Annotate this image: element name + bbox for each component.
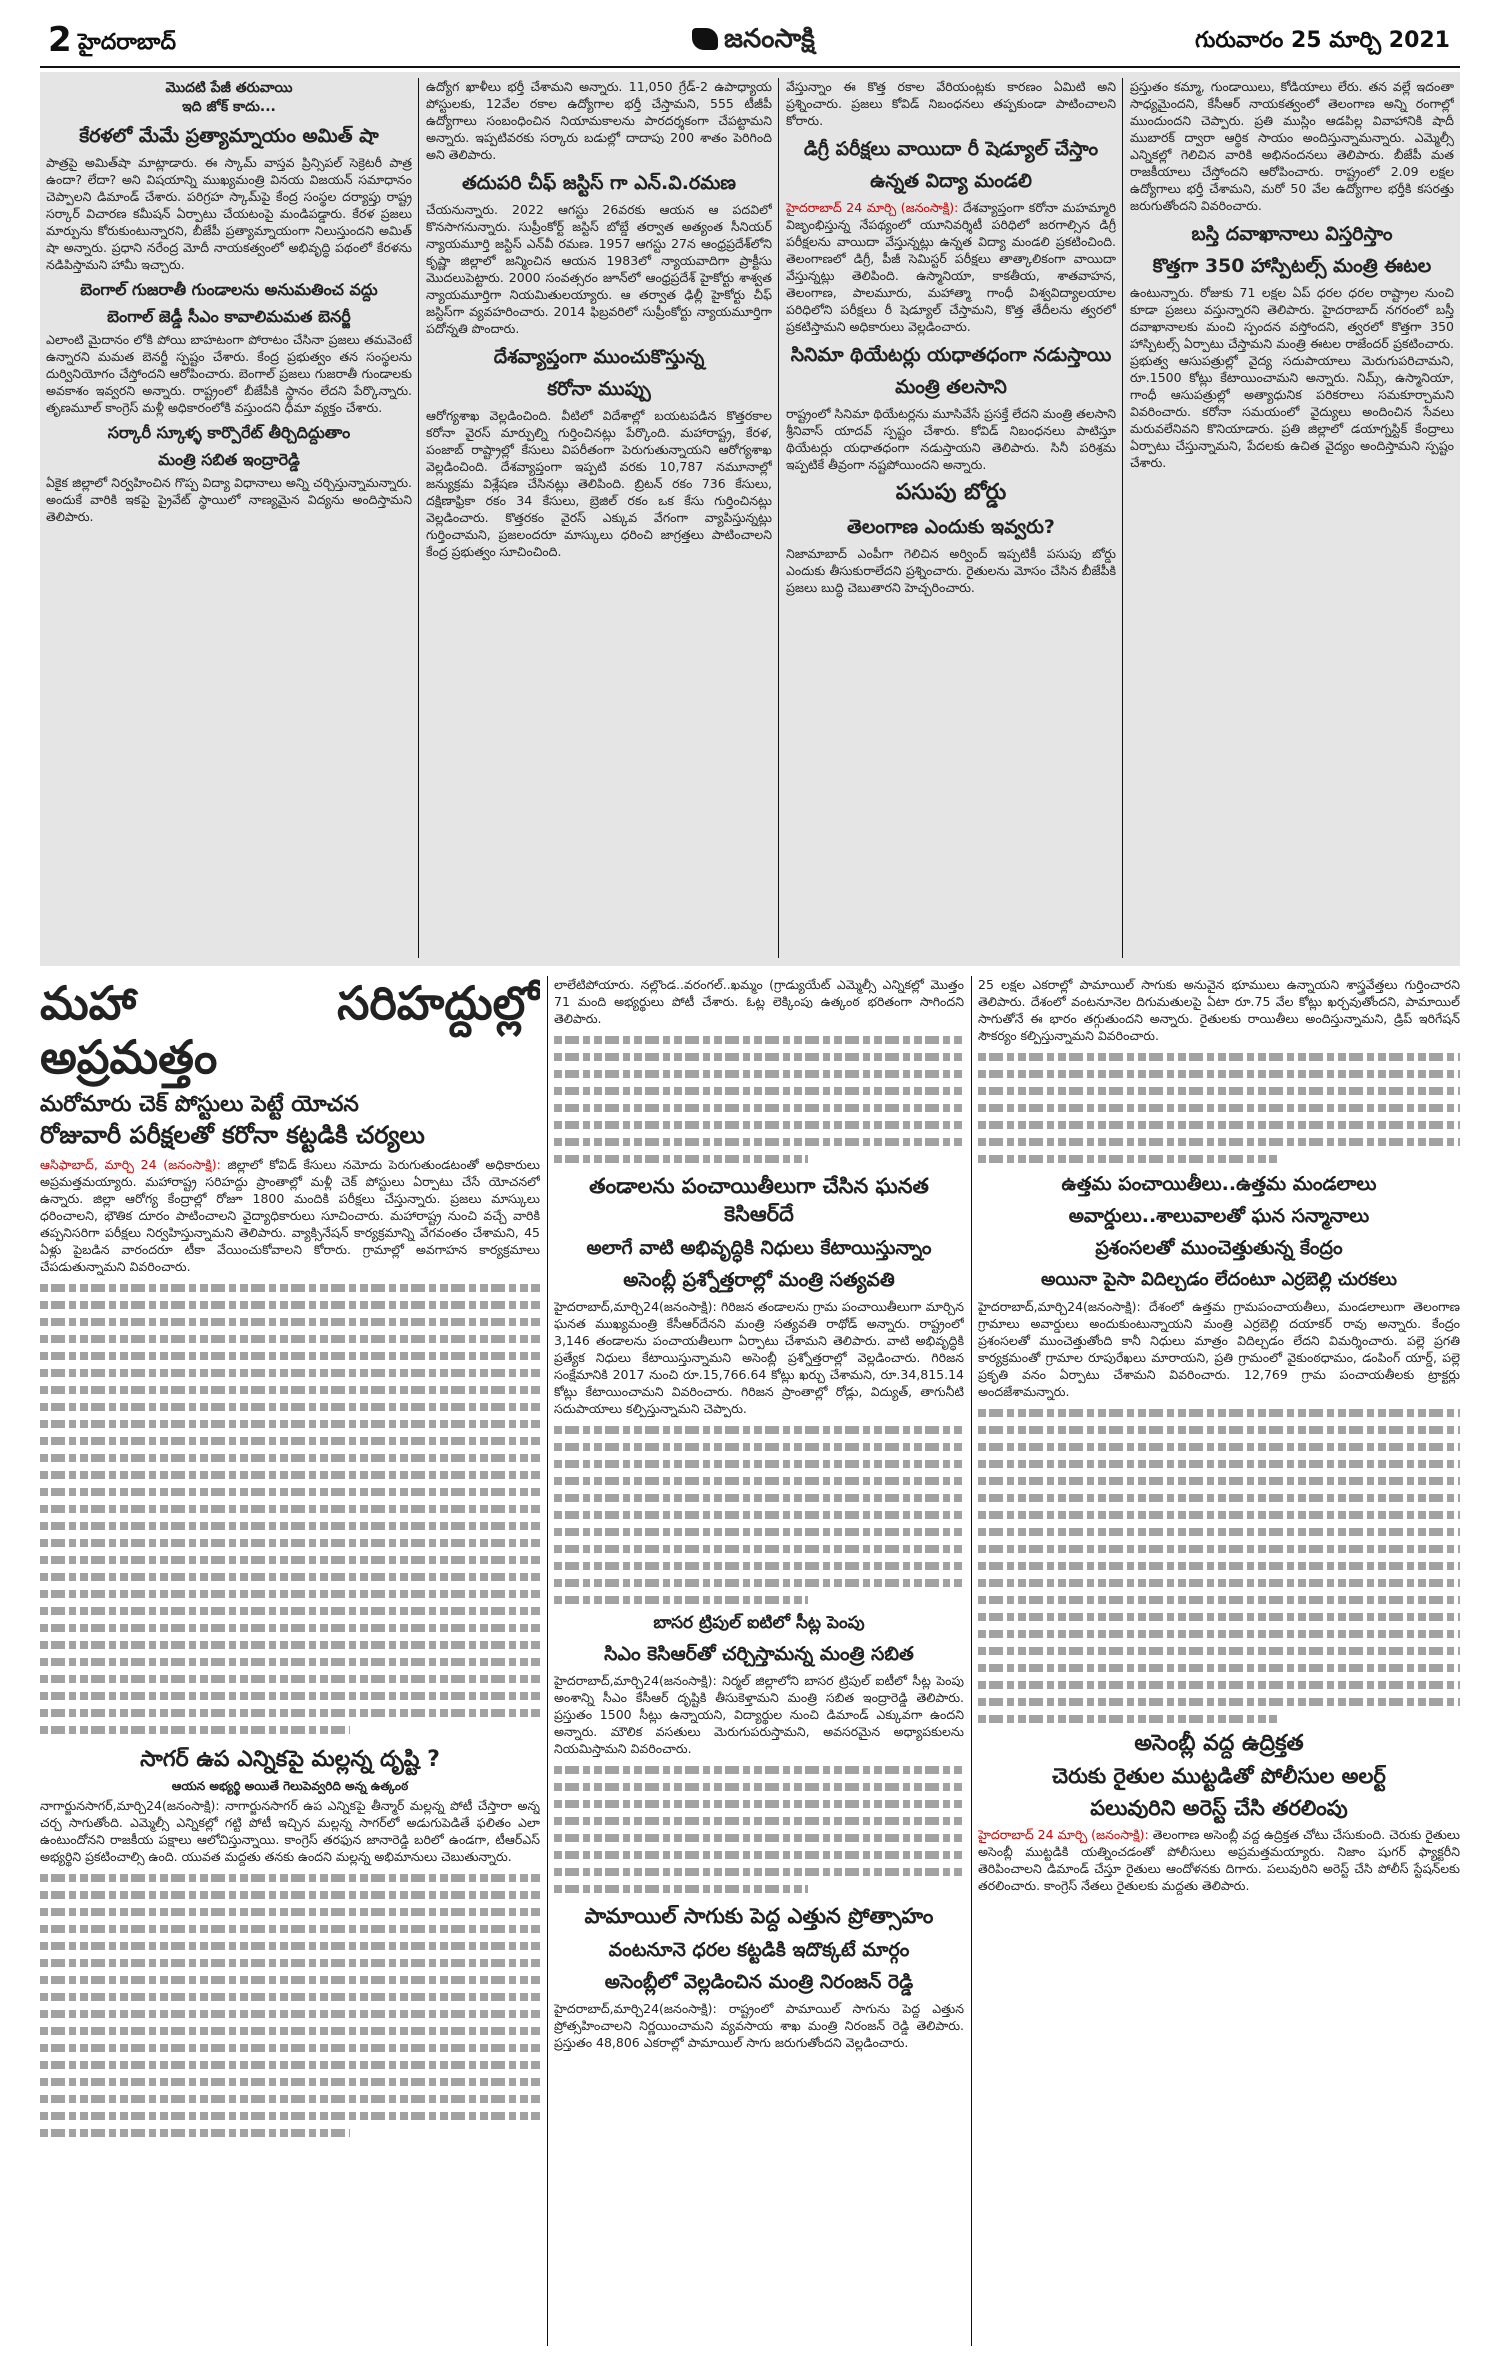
masthead-rule	[40, 66, 1460, 68]
text-line	[40, 2078, 540, 2086]
top-column-1	[46, 78, 412, 958]
subhead-sagar: ఆయన అభ్యర్థి అయితే గెలుపెవ్వరిది అన్న ఉత్కంఠ	[171, 1779, 409, 1793]
text-line	[40, 1874, 540, 1882]
text-line	[40, 1942, 540, 1950]
main-subheadline-2: రోజువారీ పరీక్షలతో కరోనా కట్టడికి చర్యలు	[40, 1121, 425, 1149]
text-line	[978, 1104, 1460, 1112]
headline-bengal: బెంగాల్‌ గుజరాతీ గుండాలను అనుమతించ వద్దు	[80, 280, 378, 299]
text-line	[40, 1386, 540, 1394]
story-panchayat-continuation	[978, 1409, 1460, 1723]
headline-panchayat-awards: ఉత్తమ పంచాయితీలు..ఉత్తమ మండలాలు	[1061, 1173, 1377, 1195]
headline-cinema: సినిమా థియేటర్లు యధాతధంగా నడుస్తాయి	[790, 344, 1112, 366]
text-line	[554, 1766, 964, 1774]
text-line	[978, 1511, 1460, 1519]
top-column-4	[1130, 78, 1454, 958]
headline-tandas: తండాలను పంచాయితీలుగా చేసిన ఘనత కెసిఆర్‌దే	[589, 1174, 929, 1226]
text-line	[40, 1284, 540, 1292]
top-column-2	[426, 78, 772, 958]
text-line	[554, 1800, 964, 1808]
headline-turmeric: పసుపు బోర్డు	[895, 480, 1007, 505]
text-line	[40, 1505, 540, 1513]
text-line	[554, 1851, 964, 1859]
text-line	[978, 1596, 1460, 1604]
text-line	[554, 1834, 964, 1842]
text-line	[978, 1477, 1460, 1485]
story-schools: ఏకైక జిల్లాలో నిర్వహించిన గొప్ప విద్యా విధానాలు అన్ని చర్చిస్తున్నామన్నారు. అందుకే వారికి ఇకపై ప్రైవేట్‌ స్థాయిలో నాణ్యమైన విద్యను అందిస్తామని తెలిపారు.	[46, 475, 412, 524]
column-divider	[1122, 78, 1123, 958]
newspaper-brand	[692, 24, 815, 60]
text-line	[978, 1121, 1460, 1129]
text-line	[40, 1369, 540, 1377]
column-divider	[418, 78, 419, 958]
text-line	[40, 1959, 540, 1967]
headline-sagar: సాగర్‌ ఉప ఎన్నికపై మల్లన్న దృష్టి ?	[140, 1747, 440, 1772]
subhead-assembly-2: పలువురిని అరెస్ట్‌ చేసి తరలింపు	[1090, 1796, 1348, 1820]
text-line	[40, 1709, 540, 1717]
subhead-basara: సిఎం కెసిఆర్‌తో చర్చిస్తామన్న మంత్రి సబిత	[604, 1643, 914, 1665]
text-line	[978, 1545, 1460, 1553]
text-line	[978, 1494, 1460, 1502]
headline-corona: దేశవ్యాప్తంగా ముంచుకొస్తున్న	[493, 346, 705, 368]
headline-basara: బాసర ట్రిపుల్‌ ఐటిలో సీట్ల పెంపు	[653, 1613, 865, 1633]
story-palm-oil-continuation	[978, 1053, 1460, 1163]
text-line	[978, 1443, 1460, 1451]
text-line	[40, 1658, 540, 1666]
main-headline: మహా సరిహద్దుల్లో అప్రమత్తం	[40, 976, 540, 1084]
headline-degree-exams: డిగ్రీ పరీక్షలు వాయిదా రీ షెడ్యూల్‌ చేస్తాం	[803, 138, 1099, 160]
headline-cji: తదుపరి చీఫ్‌ జస్టిస్‌ గా ఎన్‌.వి.రమణ	[462, 172, 736, 194]
text-line	[554, 1036, 964, 1044]
main-story-continuation	[40, 1284, 540, 1734]
text-line	[978, 1579, 1460, 1587]
subhead-tandas: అలాగే వాటి అభివృద్ధికి నిధులు కేటాయిస్తున్నాం	[586, 1237, 932, 1259]
story-assembly: హైదరాబాద్‌ 24 మార్చి (జనంసాక్షి): తెలంగాణ అసెంబ్లీ వద్ద ఉద్రిక్తత చోటు చేసుకుంది. చెరుకు రైతులు అసెంబ్లీ ముట్టడికి యత్నించడంతో పోలీసులు అప్రమత్తమయ్యారు. నిజాం షుగర్‌ ఫ్యాక్టరీని తెరిపించాలని డిమాండ్‌ చేస్తూ రైతులు ఆందోళనకు దిగారు. పలువురిని అరెస్ట్‌ చేసి పోలీస్‌ స్టేషన్‌లకు తరలించారు. కాంగ్రెస్‌ నేతలు రైతులకు మద్దతు తెలిపారు.	[978, 1827, 1460, 1893]
story-palm-oil: హైదరాబాద్‌,మార్చి24(జనంసాక్షి): రాష్ట్రంలో పామాయిల్‌ సాగును పెద్ద ఎత్తున ప్రోత్సహించాలని నిర్ణయించామని వ్యవసాయ శాఖ మంత్రి నిరంజన్‌ రెడ్డి తెలిపారు. ప్రస్తుతం 48,806 ఎకరాల్లో పామాయిల్‌ సాగు జరుగుతోందని వెల్లడించారు.	[554, 2001, 964, 2050]
continued-kicker: మొదటి పేజీ తరువాయి	[165, 80, 293, 96]
brand-logo-icon	[692, 28, 718, 50]
subhead-schools: మంత్రి సబిత ఇంద్రారెడ్డి	[158, 450, 300, 469]
column-divider	[971, 976, 972, 2346]
headline-amit-shah: కేరళలో మేమే ప్రత్యామ్నాయం అమిత్ షా	[79, 125, 379, 147]
main-dateline: ఆసిఫాబాద్‌, మార్చి 24 (జనంసాక్షి):	[40, 1157, 221, 1172]
text-line	[554, 1579, 964, 1587]
masthead	[40, 20, 1460, 64]
text-line	[554, 1885, 808, 1893]
text-line	[40, 2112, 540, 2120]
headline-assembly: అసెంబ్లీ వద్ద ఉద్రిక్తత	[1134, 1731, 1304, 1756]
text-line	[40, 1318, 540, 1326]
text-line	[40, 2027, 540, 2035]
text-line	[978, 1647, 1460, 1655]
text-line	[978, 1087, 1460, 1095]
column-divider	[547, 976, 548, 2346]
story-cm-speech: ప్రస్తుతం కమ్మా, గుండాయిలు, కోడియాలు లేరు. తన వల్లే ఇదంతా సాధ్యమైందని, కేసీఆర్‌ నాయకత్వంలో తెలంగాణ అన్ని రంగాల్లో ముందుందని చెప్పారు. ప్రతి ముస్లిం ఆడపిల్ల వివాహానికి షాదీ ముబారక్‌ ద్వారా ఆర్థిక సాయం అందిస్తున్నామన్నారు. ఎమ్మెల్సీ ఎన్నికల్లో గెలిచిన వారికి అభినందనలు తెలిపారు. బీజేపీ మత రాజకీయాలు చేస్తోందని ఆరోపించారు. రాష్ట్రంలో 2.09 లక్షల ఉద్యోగాలు భర్తీ చేశామని, మరో 50 వేల ఉద్యోగాల భర్తీకి కసరత్తు జరుగుతోందని వివరించారు.	[1130, 79, 1454, 213]
right-column	[978, 976, 1460, 2346]
text-line	[978, 1715, 1277, 1723]
text-line	[40, 1573, 540, 1581]
story-sagar: నాగార్జునసాగర్‌,మార్చి24(జనంసాక్షి): నాగార్జునసాగర్‌ ఉప ఎన్నికపై తీన్మార్‌ మల్లన్న పోటీ చేస్తారా అన్న చర్చ సాగుతోంది. ఎమ్మెల్సీ ఎన్నికల్లో గట్టి పోటీ ఇచ్చిన మల్లన్న సాగర్‌లో అడుగుపెడితే ఫలితం ఎలా ఉంటుందోనని రాజకీయ పక్షాలు ఆలోచిస్తున్నాయి. కాంగ్రెస్‌ తరఫున జానారెడ్డి బరిలో ఉండగా, టీఆర్‌ఎస్‌ అభ్యర్థిని ప్రకటించాల్సి ఉంది. యువత మద్దతు తనకు ఉందని మల్లన్న అభిమానులు చెబుతున్నారు.	[40, 1798, 540, 1864]
headline-basti-dawakhana: బస్తి దవాఖానాలు విస్తరిస్తాం	[1191, 223, 1393, 245]
story-variants: వేస్తున్నాం ఈ కొత్త రకాల వేరియంట్లకు కారణం ఏమిటి అని ప్రశ్నించారు. ప్రజలు కోవిడ్‌ నిబంధనలు తప్పకుండా పాటించాలని కోరారు.	[786, 79, 1116, 128]
story-bengal: ఎలాంటి మైదానం లోకి పోయి బాహటంగా పోరాటం చేసినా ప్రజలు తమవెంటే ఉన్నారని మమత బెనర్జీ స్పష్టం చేశారు. కేంద్ర ప్రభుత్వం తన సంస్థలను దుర్వినియోగం చేస్తోందని ఆరోపించారు. బెంగాల్‌ ప్రజలు గుజరాతీ గుండాలకు అవకాశం ఇవ్వరని అన్నారు. రాష్ట్రంలో బీజేపీకి స్థానం లేదని పేర్కొన్నారు. తృణమూల్‌ కాంగ్రెస్‌ మళ్లీ అధికారంలోకి వస్తుందని ధీమా వ్యక్తం చేశారు.	[46, 332, 412, 415]
text-line	[978, 1664, 1460, 1672]
subhead-turmeric: తెలంగాణ ఎందుకు ఇవ్వరు?	[847, 516, 1055, 538]
story-amit-shah: పాత్రపై అమిత్‌షా మాట్లాడారు. ఈ స్కామ్‌ వాస్తవ ప్రిన్సిపల్‌ సెక్రెటరీ పాత్ర ఉందా? లేదా? అని విషయాన్ని ముఖ్యమంత్రి వినయ విజయన్‌ సమాధానం చెప్పాలని డిమాండ్‌ చేశారు. పరిగ్రహ స్కామ్‌పై కేంద్ర సంస్థల దర్యాప్తు రాష్ట్ర సర్కార్‌ విచారణ కమీషన్‌ ఏర్పాటు చేయటంపై మండిపడ్డారు. కేరళ ప్రజలు మార్పును కోరుకుంటున్నారని, బీజేపీ ప్రత్యామ్నాయంగా నిలుస్తుందని అమిత్‌ షా అన్నారు. ప్రధాని నరేంద్ర మోదీ నాయకత్వంలో అభివృద్ధి పథంలో కేరళను నడిపిస్తామని హామీ ఇచ్చారు.	[46, 155, 412, 272]
text-line	[554, 1155, 808, 1163]
text-line	[554, 1528, 964, 1536]
text-line	[40, 1335, 540, 1343]
text-line	[978, 1681, 1460, 1689]
subhead-panchayat-awards-3: అయినా పైసా విదిల్చడం లేదంటూ ఎర్రబెల్లి చురకలు	[1041, 1269, 1397, 1290]
text-line	[978, 1070, 1460, 1078]
text-line	[40, 1590, 540, 1598]
text-line	[40, 1420, 540, 1428]
story-corona: ఆరోగ్యశాఖ వెల్లడించింది. వీటిలో విదేశాల్లో బయటపడిన కొత్తరకాల కరోనా వైరస్‌ మార్పుల్ని గుర్తించినట్లు పేర్కొంది. మహారాష్ట్ర, కేరళ, పంజాబ్‌ రాష్ట్రాల్లో కేసులు విపరీతంగా పెరుగుతున్నాయని ఆరోగ్యశాఖ వెల్లడించింది. దేశవ్యాప్తంగా ఇప్పటి వరకు 10,787 నమూనాల్లో జన్యుక్రమ విశ్లేషణ చేసినట్లు తెలిపింది. బ్రిటన్‌ రకం 736 కేసులు, దక్షిణాఫ్రికా రకం 34 కేసులు, బ్రెజిల్‌ రకం ఒక కేసు గుర్తించినట్లు వెల్లడించారు. కొత్తరకం వైరస్‌ ఎక్కువ వేగంగా వ్యాపిస్తున్నట్లు గుర్తించామని, ప్రజలందరూ మాస్కులు ధరించి జాగ్రత్తలు పాటించాలని కేంద్ర ప్రభుత్వం సూచించింది.	[426, 408, 772, 559]
column-divider	[778, 78, 779, 958]
edition-city: హైదరాబాద్	[78, 30, 176, 55]
story-sagar-continuation	[40, 1874, 540, 2137]
text-line	[40, 1891, 540, 1899]
page-number: 2	[48, 20, 72, 60]
main-story-text: ఆసిఫాబాద్‌, మార్చి 24 (జనంసాక్షి): జిల్లాలో కోవిడ్‌ కేసులు నమోదు పెరుగుతుండటంతో అధికారులు అప్రమత్తమయ్యారు. మహారాష్ట్ర సరిహద్దు ప్రాంతాల్లో మళ్లీ చెక్‌ పోస్టులు ఏర్పాటు చేసే యోచనలో ఉన్నారు. జిల్లా ఆరోగ్య కేంద్రాల్లో రోజూ 1800 మందికి పరీక్షలు చేస్తున్నారు. ప్రజలు మాస్కులు ధరించాలని, భౌతిక దూరం పాటించాలని వైద్యాధికారులు సూచించారు. మహారాష్ట్ర నుంచి వచ్చే వారికి తప్పనిసరిగా పరీక్షలు నిర్వహిస్తున్నామని తెలిపారు. వ్యాక్సినేషన్‌ కార్యక్రమాన్ని వేగవంతం చేశామని, 45 ఏళ్లు పైబడిన వారందరూ టీకా వేయించుకోవాలని కోరారు. గ్రామాల్లో అవగాహన కార్యక్రమాలు చేపడుతున్నామని వివరించారు.	[40, 1157, 540, 1274]
story-cji: చేయనున్నారు. 2022 ఆగస్టు 26వరకు ఆయన ఆ పదవిలో కొనసాగనున్నారు. సుప్రీంకోర్ట్‌ జస్టిస్‌ బోబ్డే తర్వాత అత్యంత సీనియర్‌ న్యాయమూర్తి జస్టిస్‌ ఎన్‌వీ రమణ. 1957 ఆగస్టు 27న ఆంధ్రప్రదేశ్‌లోని కృష్ణా జిల్లాలో జన్మించిన ఆయన 1983లో న్యాయవాదిగా ప్రాక్టీసు మొదలుపెట్టారు. 2000 సంవత్సరం జూన్‌లో ఆంధ్రప్రదేశ్‌ హైకోర్టు శాశ్వత న్యాయమూర్తిగా నియమితులయ్యారు. ఆ తర్వాత ఢిల్లీ హైకోర్టు చీఫ్‌ జస్టిస్‌గా వ్యవహరించారు. 2014 ఫిబ్రవరిలో సుప్రీంకోర్టు న్యాయమూర్తిగా పదోన్నతి పొందారు.	[426, 202, 772, 336]
text-line	[554, 1817, 964, 1825]
story-degree-exams: హైదరాబాద్‌ 24 మార్చి (జనంసాక్షి): దేశవ్యాప్తంగా కరోనా మహమ్మారి విజృంభిస్తున్న నేపథ్యంలో యూనివర్శిటీ పరిధిలో జరగాల్సిన డిగ్రీ పరీక్షలను వాయిదా వేస్తున్నట్లు ఉన్నత విద్యా మండలి ప్రకటించింది. తెలంగాణలో డిగ్రీ, పీజీ సెమిస్టర్‌ పరీక్షలు తాత్కాలికంగా వాయిదా వేస్తున్నట్లు తెలిపింది. ఉస్మానియా, కాకతీయ, శాతవాహన, తెలంగాణ, పాలమూరు, మహాత్మా గాంధీ విశ్వవిద్యాలయాల పరిధిలోని పరీక్షలు రీ షెడ్యూల్‌ చేస్తామని, కొత్త తేదీలను త్వరలో ప్రకటిస్తామని అధికారులు వెల్లడించారు.	[786, 200, 1116, 334]
main-story-column	[40, 976, 540, 2346]
main-subheadline-1: మరోమారు చెక్‌ పోస్టులు పెట్టే యోచన	[40, 1092, 359, 1117]
text-line	[40, 1675, 540, 1683]
text-line	[40, 1352, 540, 1360]
story-jobs: ఉద్యోగ ఖాళీలు భర్తీ చేశామని అన్నారు. 11,050 గ్రేడ్‌-2 ఉపాధ్యాయ పోస్టులకు, 12వేల రకాల ఉద్యోగాల భర్తీ చేస్తామని, 555 టీజీపీ ఉద్యోగాలు సంబంధించిన నియామకాలను పారదర్శకంగా చేపట్టామని అన్నారు. ఇప్పటివరకు సర్కారు బడుల్లో దాదాపు 200 శాతం పెరిగింది అని తెలిపారు.	[426, 79, 772, 162]
text-line	[978, 1562, 1460, 1570]
subhead-panchayat-awards: అవార్డులు..శాలువాలతో ఘన సన్మానాలు	[1068, 1205, 1370, 1227]
text-line	[978, 1630, 1460, 1638]
text-line	[554, 1426, 964, 1434]
kicker-joke: ఇది జోక్ కాదు...	[182, 99, 276, 115]
subhead-corona: కరోనా ముప్పు	[547, 378, 651, 400]
text-line	[40, 2044, 540, 2052]
text-line	[40, 2061, 540, 2069]
story-basara-continuation	[554, 1766, 964, 1893]
text-line	[40, 1556, 540, 1564]
story-basti-dawakhana: ఉంటున్నారు. రోజుకు 71 లక్షల ఏప్‌ ధరల ధరల రాష్ట్రాల నుంచి కూడా ప్రజలు వస్తున్నారని తెలిపారు. హైదరాబాద్‌ నగరంలో బస్తీ దవాఖానాలకు మంచి స్పందన వస్తోందని, త్వరలో కొత్తగా 350 హాస్పిటల్స్‌ ఏర్పాటు చేస్తామని మంత్రి ఈటల రాజేందర్‌ ప్రకటించారు. ప్రభుత్వ ఆసుపత్రుల్లో వైద్య సదుపాయాలు మెరుగుపరిచామని, రూ.1500 కోట్లు కేటాయించామని అన్నారు. నిమ్స్‌, ఉస్మానియా, గాంధీ ఆసుపత్రుల్లో అత్యాధునిక పరికరాలు సమకూర్చామని వివరించారు. కరోనా సమయంలో వైద్యులు అందించిన సేవలు మరువలేనివని కొనియాడారు. ప్రతి జిల్లాలో డయాగ్నస్టిక్‌ కేంద్రాలు ఏర్పాటు చేస్తున్నామని, పేదలకు ఉచిత వైద్యం అందిస్తామని స్పష్టం చేశారు.	[1130, 285, 1454, 470]
text-line	[978, 1409, 1460, 1417]
subhead-palm-oil-2: అసెంబ్లీలో వెల్లడించిన మంత్రి నిరంజన్‌ రెడ్డి	[604, 1971, 914, 1993]
text-line	[554, 1460, 964, 1468]
text-line	[554, 1104, 964, 1112]
story-tandas: హైదరాబాద్‌,మార్చి24(జనంసాక్షి): గిరిజన తండాలను గ్రామ పంచాయితీలుగా మార్చిన ఘనత ముఖ్యమంత్రి కేసీఆర్‌దేనని మంత్రి సత్యవతి రాథోడ్‌ అన్నారు. రాష్ట్రంలో 3,146 తండాలను పంచాయతీలుగా ఏర్పాటు చేశామని తెలిపారు. వాటి అభివృద్ధికి ప్రత్యేక నిధులు కేటాయిస్తున్నామని అసెంబ్లీ ప్రశ్నోత్తరాల్లో వెల్లడించారు. గిరిజన సంక్షేమానికి 2017 నుంచి రూ.15,766.64 కోట్లు ఖర్చు చేశామని, రూ.34,815.14 కోట్లు కేటాయించామని వివరించారు. గిరిజన ప్రాంతాల్లో రోడ్లు, విద్యుత్‌, తాగునీటి సదుపాయాలు కల్పిస్తున్నామని చెప్పారు.	[554, 1299, 964, 1416]
text-line	[554, 1087, 964, 1095]
text-line	[978, 1460, 1460, 1468]
story-mlc-count: లాలేటిపోయారు. నల్లొండ..వరంగల్‌..ఖమ్మం (గ్రాడ్యుయేట్‌ ఎమ్మెల్సీ ఎన్నికల్లో మొత్తం 71 మంది అభ్యర్థులు పోటీ చేశారు. ఓట్ల లెక్కింపు ఉత్కంఠ భరితంగా సాగిందని తెలిపారు.	[554, 977, 964, 1026]
story-turmeric: నిజామాబాద్‌ ఎంపీగా గెలిచిన అర్వింద్‌ ఇప్పటికీ పసుపు బోర్డు ఎందుకు తీసుకురాలేదని ప్రశ్నించారు. రైతులను మోసం చేసిన బీజేపీకి ప్రజలు బుద్ధి చెబుతారని హెచ్చరించారు.	[786, 546, 1116, 595]
subhead-bengal: బెంగాల్‌ జెడ్డీ సీఎం కావాలిమమత బెనర్జీ	[107, 307, 351, 326]
story-mlc-continuation	[554, 1036, 964, 1163]
text-line	[554, 1494, 964, 1502]
dateline: హైదరాబాద్‌ 24 మార్చి (జనంసాక్షి):	[786, 200, 959, 215]
story-basara: హైదరాబాద్‌,మార్చి24(జనంసాక్షి): నిర్మల్‌ జిల్లాలోని బాసర ట్రిపుల్‌ ఐటీలో సీట్ల పెంపు అంశాన్ని సీఎం కేసీఆర్‌ దృష్టికి తీసుకెళ్తామని మంత్రి సబిత ఇంద్రారెడ్డి తెలిపారు. ప్రస్తుతం 1500 సీట్లు ఉన్నాయని, విద్యార్థుల నుంచి డిమాండ్‌ ఎక్కువగా ఉందని అన్నారు. మౌలిక వసతులు మెరుగుపరుస్తామని, అవసరమైన అధ్యాపకులను నియమిస్తామని వివరించారు.	[554, 1673, 964, 1756]
text-line	[978, 1155, 1277, 1163]
text-line	[554, 1053, 964, 1061]
text-line	[554, 1868, 964, 1876]
subhead-assembly: చెరుకు రైతుల ముట్టడితో పోలీసుల అలర్ట్‌	[1052, 1764, 1386, 1788]
text-line	[978, 1053, 1460, 1061]
text-line	[40, 2095, 540, 2103]
subhead-cinema: మంత్రి తలసాని	[895, 376, 1007, 398]
text-line	[40, 1454, 540, 1462]
text-line	[554, 1562, 964, 1570]
text-line	[40, 1301, 540, 1309]
text-line	[554, 1596, 808, 1604]
text-line	[40, 2010, 540, 2018]
headline-palm-oil: పామాయిల్‌ సాగుకు పెద్ద ఎత్తున ప్రోత్సాహం	[584, 1904, 934, 1928]
text-line	[978, 1528, 1460, 1536]
text-line	[978, 1138, 1460, 1146]
text-line	[554, 1138, 964, 1146]
story-cinema: రాష్ట్రంలో సినిమా థియేటర్లను మూసివేసే ప్రసక్తే లేదని మంత్రి తలసాని శ్రీనివాస్‌ యాదవ్‌ స్పష్టం చేశారు. కోవిడ్‌ నిబంధనలు పాటిస్తూ థియేటర్లు యధాతధంగా నడుస్తాయని తెలిపారు. సినీ పరిశ్రమ ఇప్పటికే తీవ్రంగా నష్టపోయిందని అన్నారు.	[786, 406, 1116, 472]
text-line	[40, 1976, 540, 1984]
text-line	[40, 1522, 540, 1530]
text-line	[554, 1121, 964, 1129]
text-line	[40, 1539, 540, 1547]
story-palm-oil-continued: 25 లక్షల ఎకరాల్లో పామాయిల్‌ సాగుకు అనువైన భూములు ఉన్నాయని శాస్త్రవేత్తలు గుర్తించారని తెలిపారు. దేశంలో వంటనూనెల దిగుమతులపై ఏటా రూ.75 వేల కోట్లు ఖర్చవుతోందని, పామాయిల్‌ సాగుతోనే ఈ భారం తగ్గుతుందని అన్నారు. రైతులకు రాయితీలు అందిస్తున్నామని, డ్రిప్‌ ఇరిగేషన్‌ సౌకర్యం కల్పిస్తున్నామని వివరించారు.	[978, 977, 1460, 1043]
text-line	[554, 1545, 964, 1553]
text-line	[978, 1698, 1460, 1706]
text-line	[554, 1443, 964, 1451]
subhead-degree-exams: ఉన్నత విద్యా మండలి	[870, 170, 1032, 192]
text-line	[40, 1692, 540, 1700]
text-line	[40, 1403, 540, 1411]
middle-column	[554, 976, 964, 2346]
assembly-dateline: హైదరాబాద్‌ 24 మార్చి (జనంసాక్షి):	[978, 1827, 1149, 1842]
top-column-3	[786, 78, 1116, 958]
text-line	[40, 1925, 540, 1933]
brand-name: జనంసాక్షి	[724, 24, 815, 54]
text-line	[40, 1488, 540, 1496]
text-line	[554, 1783, 964, 1791]
text-line	[554, 1511, 964, 1519]
subhead-palm-oil: వంటనూనె ధరల కట్టడికి ఇదొక్కటే మార్గం	[608, 1939, 910, 1961]
subhead-tandas-2: అసెంబ్లీ ప్రశ్నోత్తరాల్లో మంత్రి సత్యవతి	[623, 1269, 895, 1291]
text-line	[554, 1070, 964, 1078]
story-panchayat-awards: హైదరాబాద్‌,మార్చి24(జనంసాక్షి): దేశంలో ఉత్తమ గ్రామపంచాయతీలు, మండలాలుగా తెలంగాణ గ్రామాలు అవార్డులు అందుకుంటున్నాయని మంత్రి ఎర్రబెల్లి దయాకర్‌ రావు అన్నారు. కేంద్రం ప్రశంసలతో ముంచెత్తుతోంది కానీ నిధులు మాత్రం విదిల్చడం లేదని విమర్శించారు. పల్లె ప్రగతి కార్యక్రమంతో గ్రామాల రూపురేఖలు మారాయని, ప్రతి గ్రామంలో వైకుంఠధామం, డంపింగ్‌ యార్డ్‌, పల్లె ప్రకృతి వనం ఏర్పాటు చేశామని వివరించారు. 12,769 గ్రామ పంచాయతీలకు ట్రాక్టర్లు అందజేశామన్నారు.	[978, 1299, 1460, 1399]
story-tandas-continuation	[554, 1426, 964, 1604]
text-line	[554, 1477, 964, 1485]
text-line	[40, 1641, 540, 1649]
text-line	[40, 1908, 540, 1916]
headline-schools: సర్కారీ స్కూళ్ళ కార్పొరేట్‌ తీర్చిదిద్దుతాం	[107, 423, 351, 442]
subhead-basti-dawakhana: కొత్తగా 350 హాస్పిటల్స్‌ మంత్రి ఈటల	[1152, 255, 1432, 277]
text-line	[40, 1726, 350, 1734]
continued-stories-section	[40, 72, 1460, 966]
issue-date: గురువారం 25 మార్చి 2021	[1194, 28, 1450, 53]
subhead-panchayat-awards-2: ప్రశంసలతో ముంచెత్తుతున్న కేంద్రం	[1095, 1237, 1343, 1259]
text-line	[40, 1607, 540, 1615]
text-line	[978, 1426, 1460, 1434]
sagar-dateline: నాగార్జునసాగర్‌,మార్చి24(జనంసాక్షి):	[40, 1798, 220, 1813]
text-line	[40, 1624, 540, 1632]
text-line	[40, 1993, 540, 2001]
text-line	[40, 2129, 350, 2137]
text-line	[40, 1437, 540, 1445]
text-line	[40, 1471, 540, 1479]
text-line	[978, 1613, 1460, 1621]
